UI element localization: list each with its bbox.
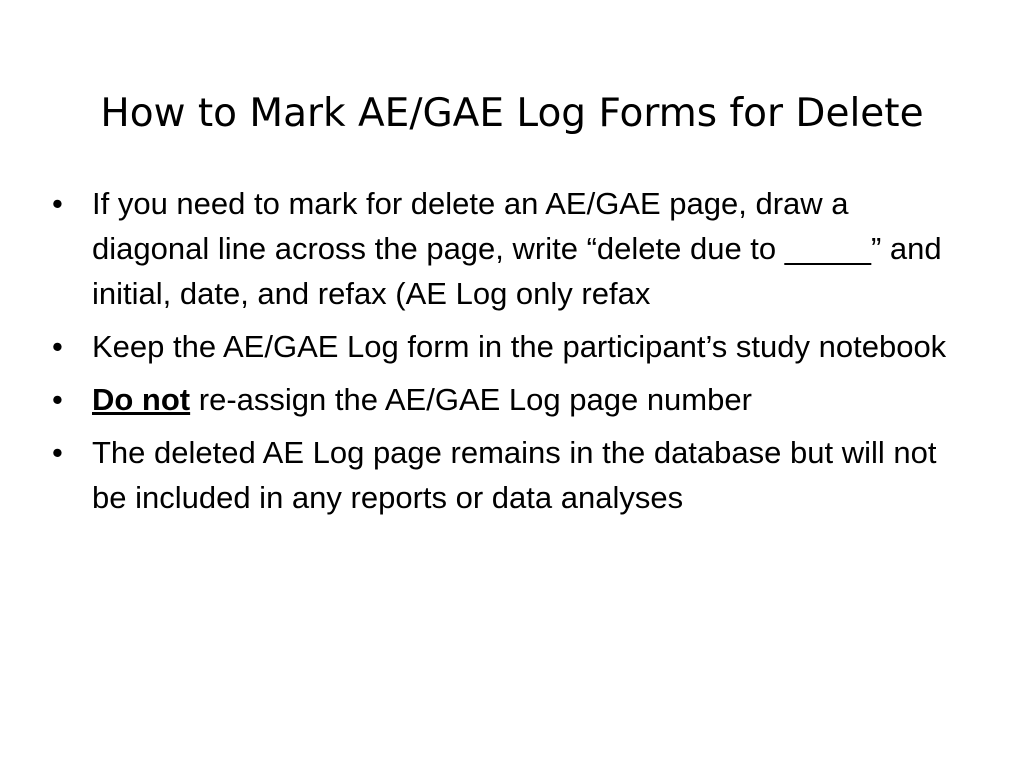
bullet-text: The deleted AE Log page remains in the database but will not be included in any reports or data analyses xyxy=(92,435,937,515)
bullet-text: If you need to mark for delete an AE/GAE page, draw a diagonal line across the page, write “delete due to _____” and initial, date, and refax (AE Log only refax xyxy=(92,186,942,311)
bullet-icon: • xyxy=(52,435,63,470)
bullet-list xyxy=(52,181,967,528)
bullet-emphasis: Do not xyxy=(92,382,191,417)
bullet-text: Keep the AE/GAE Log form in the participant’s study notebook xyxy=(92,329,947,364)
slide-title: How to Mark AE/GAE Log Forms for Delete xyxy=(100,91,924,136)
bullet-item xyxy=(52,181,967,316)
bullet-item xyxy=(52,430,967,520)
bullet-text: re-assign the AE/GAE Log page number xyxy=(190,382,752,417)
bullet-item xyxy=(52,377,967,422)
bullet-icon: • xyxy=(52,186,63,221)
bullet-icon: • xyxy=(52,382,63,417)
bullet-icon: • xyxy=(52,329,63,364)
bullet-item xyxy=(52,324,967,369)
